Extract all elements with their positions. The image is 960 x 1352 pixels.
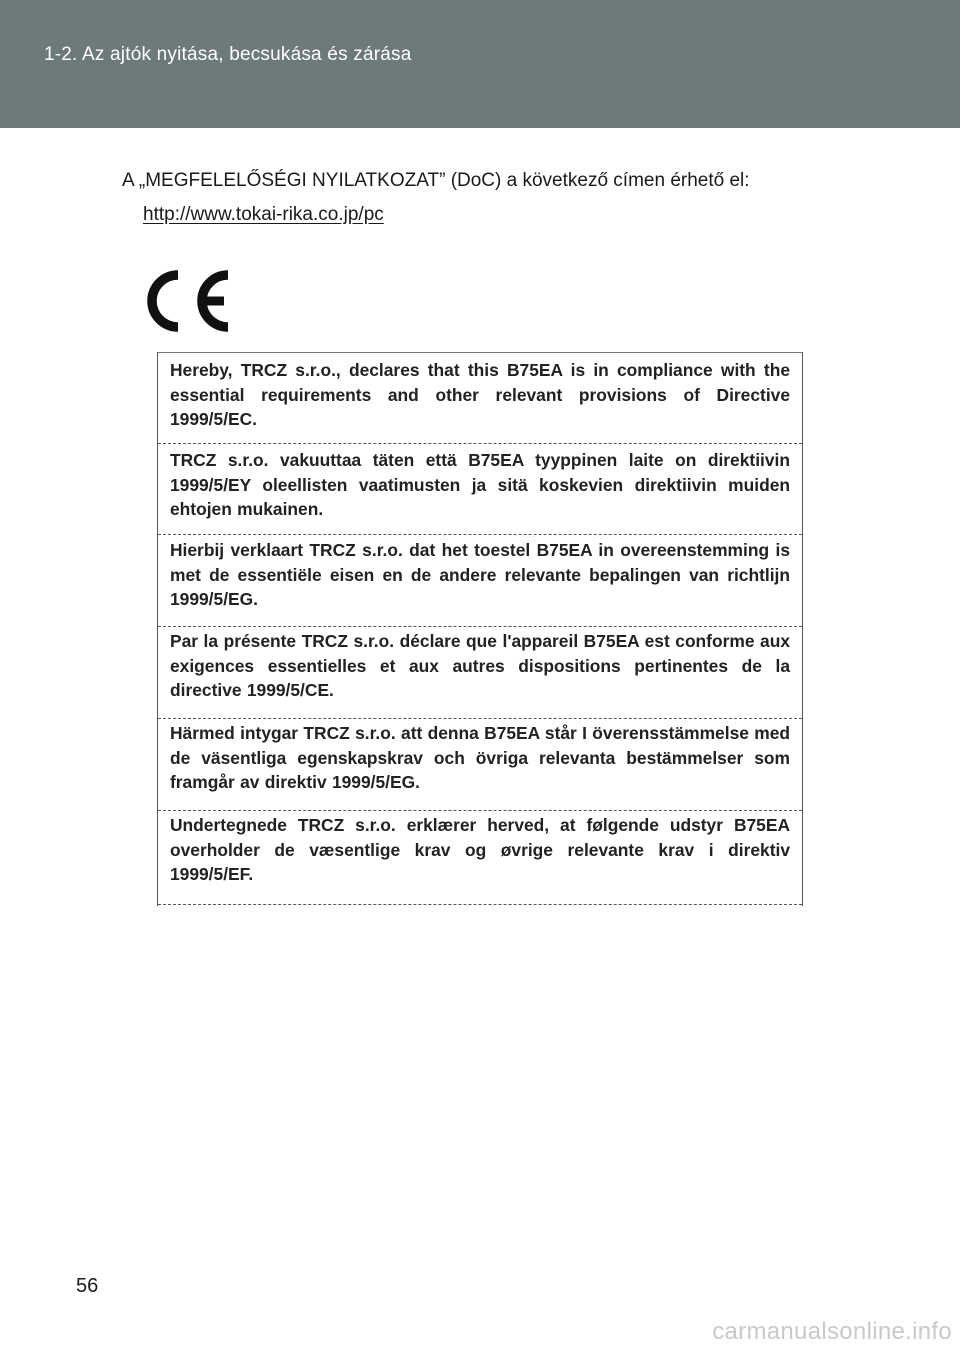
doc-url-link[interactable]: http://www.tokai-rika.co.jp/pc — [143, 204, 384, 225]
page-number: 56 — [76, 1275, 99, 1297]
section-header-bar — [0, 0, 960, 128]
declaration-finnish: TRCZ s.r.o. vakuuttaa täten että B75EA tyyppinen laite on direktiivin 1999/5/EY oleellisten vaatimusten ja sitä koskevien direktiivin muiden ehtojen mukainen. — [158, 444, 802, 535]
declaration-french: Par la présente TRCZ s.r.o. déclare que l'appareil B75EA est conforme aux exigences essentielles et aux autres dispositions pertinentes de la directive 1999/5/CE. — [158, 627, 802, 719]
declaration-swedish: Härmed intygar TRCZ s.r.o. att denna B75EA står I överensstämmelse med de väsentliga egenskapskrav och övriga relevanta bestämmelser som framgår av direktiv 1999/5/EG. — [158, 719, 802, 811]
declaration-box — [157, 352, 803, 906]
ce-mark-icon — [144, 268, 236, 334]
section-title: 1-2. Az ajtók nyitása, becsukása és zárása — [44, 44, 412, 65]
site-watermark: carmanualsonline.info — [712, 1318, 952, 1345]
doc-intro-text: A „MEGFELELŐSÉGI NYILATKOZAT” (DoC) a következő címen érhető el: — [122, 170, 750, 191]
declaration-danish: Undertegnede TRCZ s.r.o. erklærer herved, at følgende udstyr B75EA overholder de væsentlige krav og øvrige relevante krav i direktiv 1999/5/EF. — [158, 811, 802, 905]
declaration-dutch: Hierbij verklaart TRCZ s.r.o. dat het toestel B75EA in overeenstemming is met de essentiële eisen en de andere relevante bepalingen van richtlijn 1999/5/EG. — [158, 535, 802, 627]
declaration-english: Hereby, TRCZ s.r.o., declares that this B75EA is in compliance with the essential requirements and other relevant provisions of Directive 1999/5/EC. — [158, 353, 802, 444]
